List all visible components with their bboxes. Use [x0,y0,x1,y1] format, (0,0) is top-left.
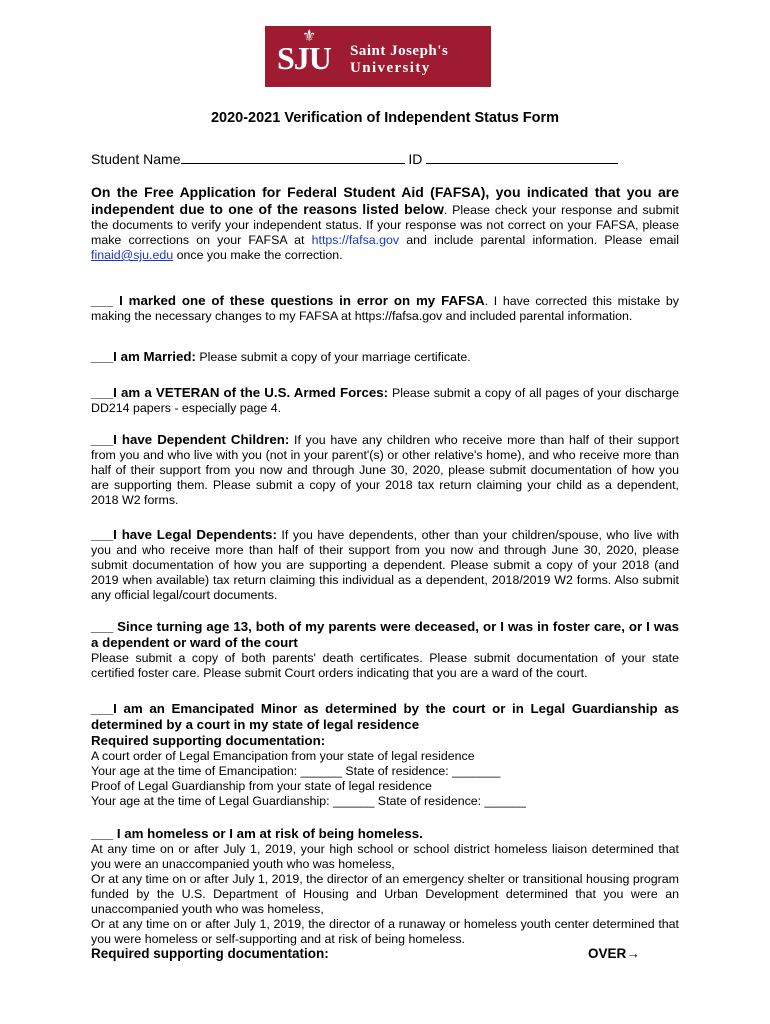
logo-line-1: Saint Joseph's [350,43,449,59]
emancipated-required: Required supporting documentation: [91,733,326,748]
student-name-field[interactable] [181,150,405,164]
email-link[interactable]: finaid@sju.edu [91,248,174,262]
section-error [91,293,679,324]
homeless-line: At any time on or after July 1, 2019, your high school or school district homeless liaison determined that you were an unaccompanied youth who was homeless, [91,842,679,871]
intro-text-1: . Please check your response and submit the documents to verify your independent status. If your response was not correct on your FAFSA, please make corrections on your FAFSA at [91,203,679,247]
emancipated-line: A court order of Legal Emancipation from your state of legal residence [91,749,475,763]
over-label: OVER→ [588,946,640,961]
student-info-line [91,150,618,167]
married-heading[interactable]: ___I am Married: [91,349,196,364]
error-text: . I have corrected this mistake by making the necessary changes to my FAFSA at https://fafsa.gov and included parental information. [91,294,679,323]
id-label: ID [408,151,423,167]
fafsa-link[interactable]: https://fafsa.gov [311,233,400,247]
fleur-de-lis-icon: ⚜ [302,26,317,45]
section-veteran [91,385,679,416]
id-field[interactable] [426,150,618,164]
emancipated-line: Proof of Legal Guardianship from your state of legal residence [91,779,432,793]
orphan-text: Please submit a copy of both parents' death certificates. Please submit documentation of your state certified foster care. Please submit Court orders indicating that you are a ward of the court. [91,651,679,680]
homeless-required: Required supporting documentation: [91,946,329,961]
section-emancipated [91,701,679,809]
section-dependent-children [91,432,679,508]
homeless-line: Or at any time on or after July 1, 2019, the director of a runaway or homeless youth center determined that you were homeless or self-supporting and at risk of being homeless. [91,917,679,946]
logo-monogram: SJU [277,40,331,76]
university-logo [265,26,491,87]
emancipated-line: Your age at the time of Emancipation: ______ State of residence: _______ [91,764,501,778]
orphan-heading[interactable]: ___ Since turning age 13, both of my parents were deceased, or I was in foster care, or I was a dependent or ward of the court [91,619,679,650]
section-homeless [91,826,679,947]
intro-text-3: once you make the correction. [173,248,343,262]
children-heading[interactable]: ___I have Dependent Children: [91,432,290,447]
student-name-label: Student Name [91,151,181,167]
intro-text-2: and include parental information. Please email [399,233,679,247]
error-heading[interactable]: ___ I marked one of these questions in error on my FAFSA [91,293,485,308]
homeless-heading[interactable]: ___ I am homeless or I am at risk of being homeless. [91,826,423,841]
children-text: If you have any children who receive more than half of their support from you and who live with you (not in your parent'(s) or other relative's home), and who receive more than half of their support from you now and through June 30, 2020, please submit documentation of how you are supporting them. Please submit a copy of your 2018 tax return claiming your child as a dependent, 2018 W2 forms. [91,433,679,507]
veteran-text: Please submit a copy of all pages of your discharge DD214 papers - especially page 4. [91,386,679,415]
emancipated-line: Your age at the time of Legal Guardianship: ______ State of residence: ______ [91,794,526,808]
married-text: Please submit a copy of your marriage certificate. [195,350,471,364]
legal-dependents-heading[interactable]: ___I have Legal Dependents: [91,527,277,542]
intro-bold: On the Free Application for Federal Student Aid (FAFSA), you indicated that you are independent due to one of the reasons listed below [91,184,679,217]
section-legal-dependents [91,527,679,603]
section-orphan-foster [91,619,679,681]
emancipated-heading[interactable]: ___I am an Emancipated Minor as determined by the court or in Legal Guardianship as determined by a court in my state of legal residence [91,701,679,732]
section-married [91,349,679,365]
homeless-line: Or at any time on or after July 1, 2019, the director of an emergency shelter or transitional housing program funded by the U.S. Department of Housing and Urban Development determined that you were an unaccompanied youth who was homeless, [91,872,679,916]
veteran-heading[interactable]: ___I am a VETERAN of the U.S. Armed Forces: [91,385,389,400]
legal-dependents-text: If you have dependents, other than your children/spouse, who live with you and who receive more than half of their support from you now and through June 30, 2020, please submit documentation of how you are supporting a dependent. Please submit a copy of your 2018 (and 2019 when available) tax return claiming this individual as a dependent, 2018/2019 W2 forms. Also submit any official legal/court documents. [91,528,679,602]
logo-line-2: University [350,60,431,76]
form-title: 2020-2021 Verification of Independent Status Form [210,110,560,126]
intro-paragraph [91,184,679,263]
